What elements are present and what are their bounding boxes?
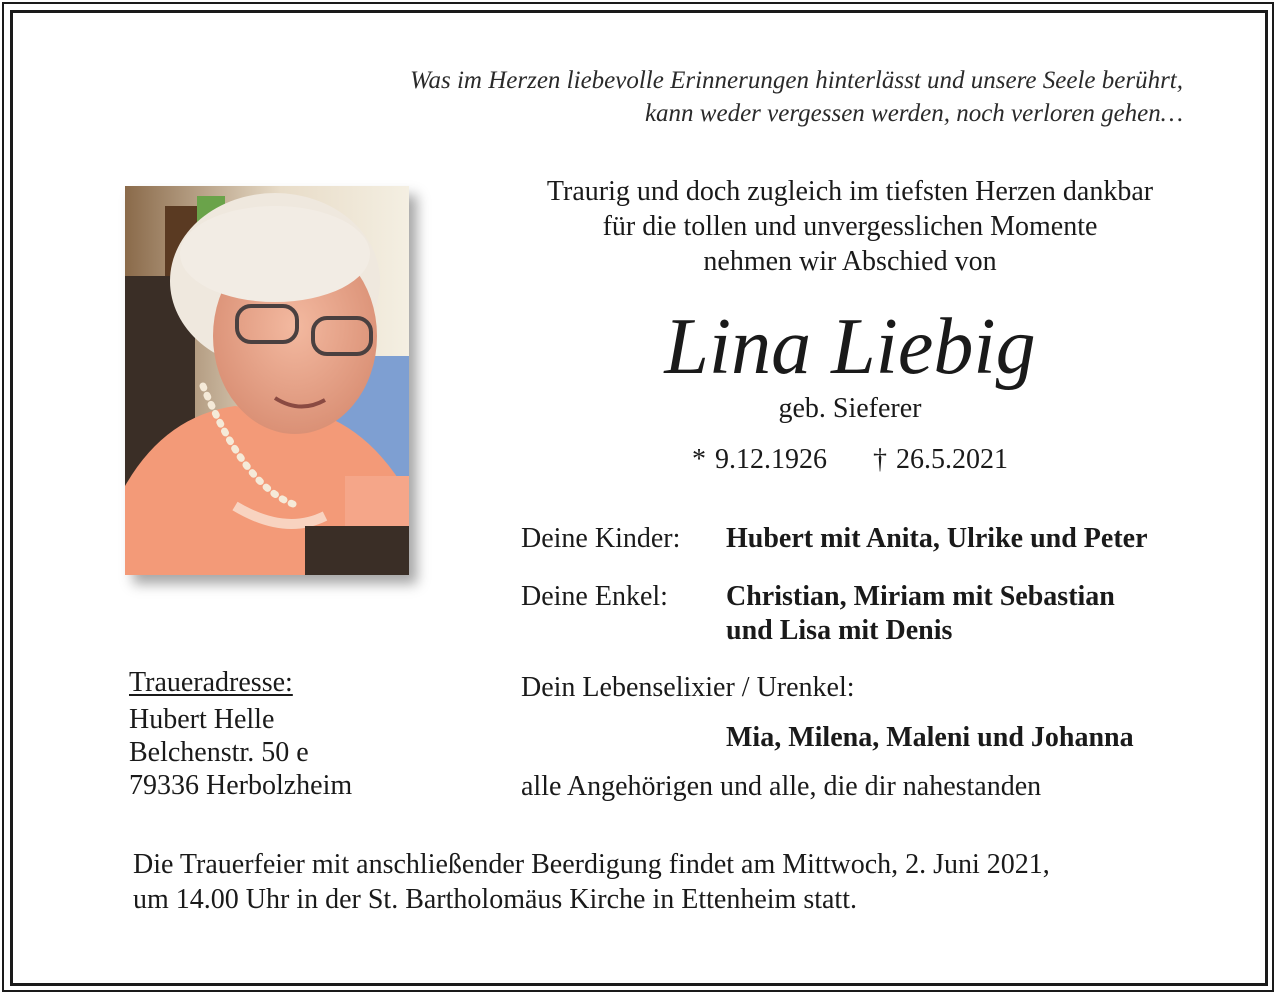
ceremony-line-2: um 14.00 Uhr in der St. Bartholomäus Kirche in Ettenheim statt. xyxy=(133,884,857,915)
ceremony-info xyxy=(133,847,1050,917)
portrait-photo xyxy=(125,186,409,575)
ceremony-line-1: Die Trauerfeier mit anschließender Beerdigung findet am Mittwoch, 2. Juni 2021, xyxy=(133,849,1050,880)
address-header: Traueradresse: xyxy=(129,667,293,698)
children-label: Deine Kinder: xyxy=(521,523,681,554)
relatives-text: alle Angehörigen und alle, die dir nahestanden xyxy=(521,771,1042,802)
birth-date: * 9.12.1926 xyxy=(692,444,827,475)
address-name: Hubert Helle xyxy=(129,704,275,735)
grandchildren-names-line-2: und Lisa mit Denis xyxy=(726,615,953,646)
mourning-address xyxy=(129,666,352,802)
memorial-quote xyxy=(183,64,1183,130)
great-grandchildren-label: Dein Lebenselixier / Urenkel: xyxy=(521,672,855,703)
intro-line-1: Traurig und doch zugleich im tiefsten Herzen dankbar xyxy=(546,176,1154,207)
address-street: Belchenstr. 50 e xyxy=(129,737,309,768)
grandchildren-label: Deine Enkel: xyxy=(521,581,668,612)
address-city: 79336 Herbolzheim xyxy=(129,770,353,801)
birth-name: geb. Sieferer xyxy=(778,393,922,424)
death-date: † 26.5.2021 xyxy=(873,444,1008,475)
great-grandchildren-names: Mia, Milena, Maleni und Johanna xyxy=(726,722,1134,753)
quote-line-2: kann weder vergessen werden, noch verloren gehen… xyxy=(644,100,1183,127)
intro-line-2: für die tollen und unvergesslichen Momente xyxy=(602,211,1098,242)
intro-text xyxy=(470,174,1230,279)
grandchildren-names-line-1: Christian, Miriam mit Sebastian xyxy=(726,581,1115,612)
life-dates xyxy=(470,443,1230,477)
children-names: Hubert mit Anita, Ulrike und Peter xyxy=(726,523,1148,554)
deceased-name: Lina Liebig xyxy=(664,303,1036,391)
intro-line-3: nehmen wir Abschied von xyxy=(703,246,997,277)
quote-line-1: Was im Herzen liebevolle Erinnerungen hinterlässt und unsere Seele berührt, xyxy=(409,67,1183,94)
